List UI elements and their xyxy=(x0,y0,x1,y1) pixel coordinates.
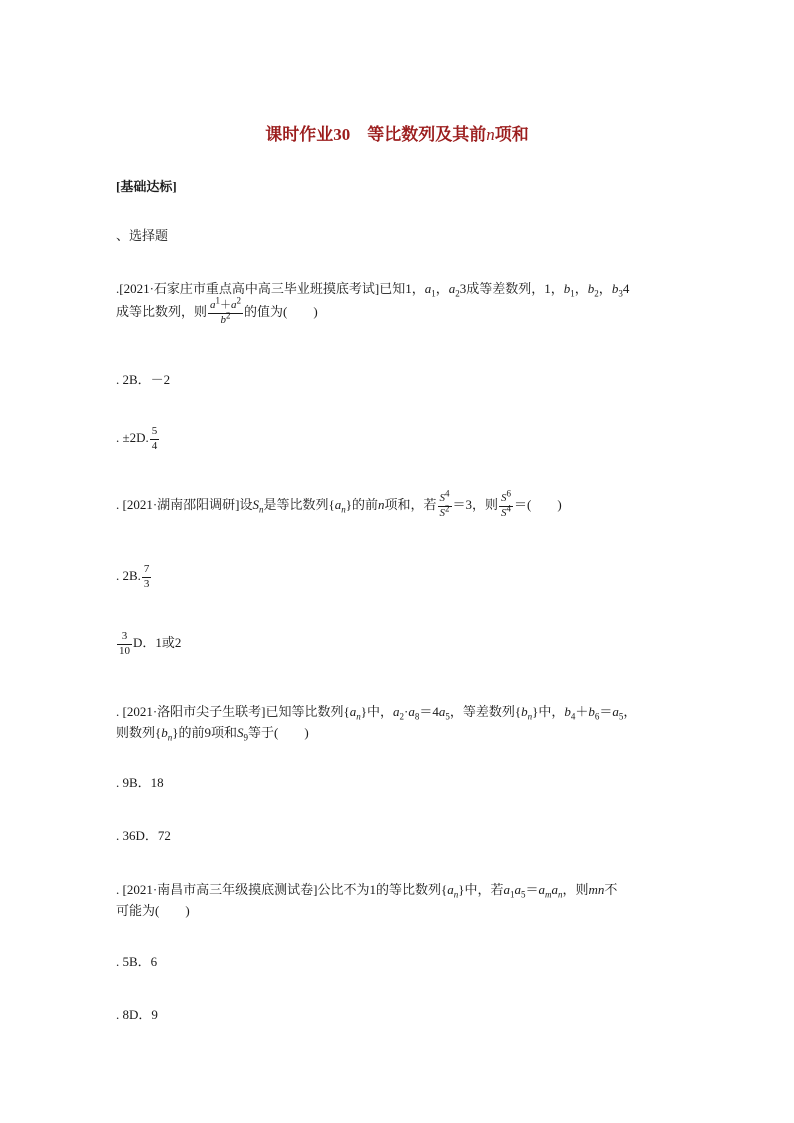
question-1-line-2: 成等比数列，则 $\frac{a^1+a^2}{b^2}$ 的值为( ) xyxy=(116,295,318,326)
question-1-options-cd: . ±2D. $\frac{5}{4}$ xyxy=(116,425,158,452)
question-1-line-1: .[2021·石家庄市重点高中高三毕业班摸底考试]已知1，$a_1$，$a_23$成等差数列，1，$b_1$，$b_2$，$b_34$ xyxy=(116,281,630,299)
question-1-fraction: $\frac{a^1+a^2}{b^2}$ xyxy=(210,295,242,326)
question-3-options-cd: . 36D．72 xyxy=(116,828,171,843)
question-4-line-1: . [2021·南昌市高三年级摸底测试卷]公比不为1的等比数列$\{a_n\}$中，若$a_1a_5=a_ma_n$，则mn不 xyxy=(116,882,618,900)
question-2-options-cd: $\frac{3}{10}$ D．1或2 xyxy=(119,630,182,657)
question-2-options-ab: . 2B. $\frac{7}{3}$ xyxy=(116,563,150,590)
question-4-options-cd: . 8D．9 xyxy=(116,1007,158,1022)
question-3-line-2: 则数列$\{b_n\}$的前9项和$S_9$等于( ) xyxy=(116,725,309,743)
question-1-options-ab: . 2B．－2 xyxy=(116,372,171,387)
question-4-options-ab: . 5B．6 xyxy=(116,954,158,969)
question-2-line-1: . [2021·湖南邵阳调研]设$S_n$是等比数列$\{a_n\}$的前n项和，若 $\frac{S^4}{S^2}$ ＝3，则 $\frac{S^6}{S^4}$ ＝( ) xyxy=(116,488,562,519)
question-4-line-2: 可能为( ) xyxy=(116,903,190,918)
question-3-line-1: . [2021·洛阳市尖子生联考]已知等比数列$\{a_n\}$中，$a_2\cdot a_8=4a_5$，等差数列$\{b_n\}$中，$b_4+b_6=a_5$， xyxy=(116,704,637,722)
section-heading: [基础达标] xyxy=(116,179,177,194)
page-title: 课时作业30 等比数列及其前n项和 xyxy=(265,125,529,144)
question-3-options-ab: . 9B．18 xyxy=(116,775,164,790)
subsection-heading: 、选择题 xyxy=(116,228,169,243)
